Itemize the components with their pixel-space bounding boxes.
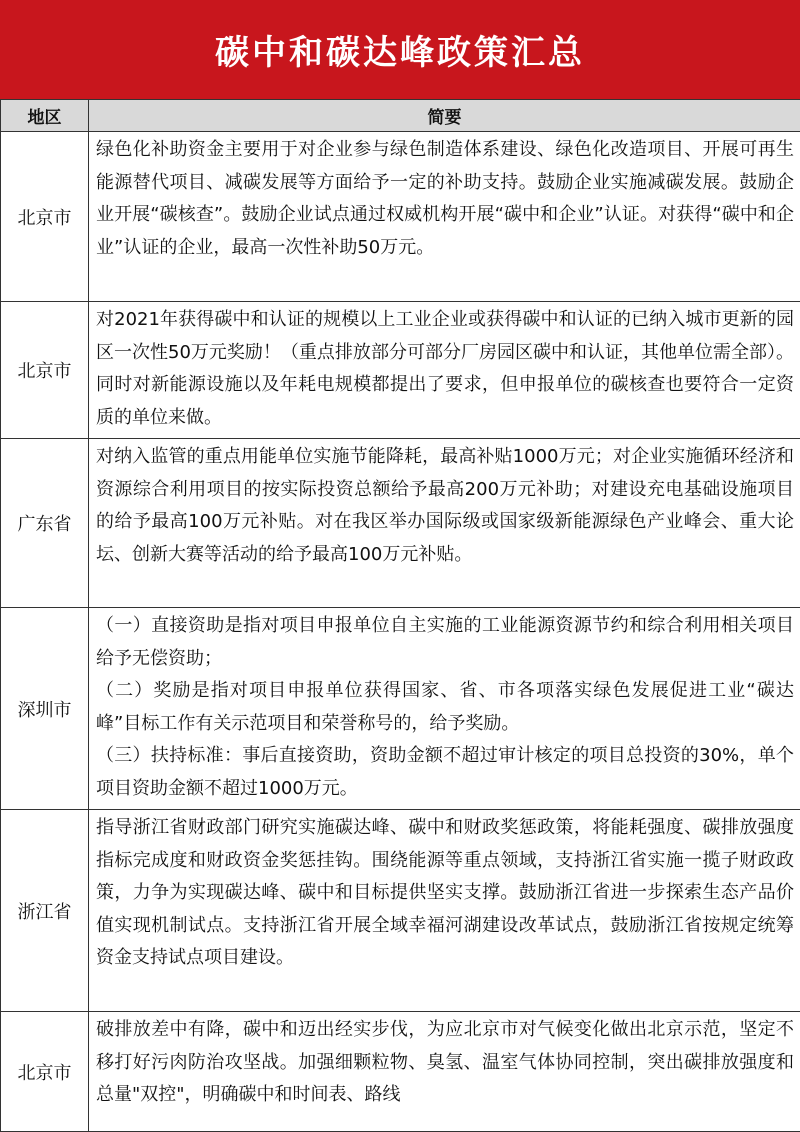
summary-paragraph: 破排放差中有降，碳中和迈出经实步伐，为应北京市对气候变化做出北京示范，坚定不移打好污肉防治攻坚战。加强细颗粒物、臭氢、温室气体协同控制，突出碳排放强度和总量"双控"，明确碳中和时间表、路线 (96, 1014, 794, 1112)
summary-paragraph: （三）扶持标准：事后直接资助，资助金额不超过审计核定的项目总投资的30%，单个项目资助金额不超过1000万元。 (96, 740, 794, 805)
summary-paragraph: 对2021年获得碳中和认证的规模以上工业企业或获得碳中和认证的已纳入城市更新的园区一次性50万元奖励！（重点排放部分可部分厂房园区碳中和认证，其他单位需全部）。同时对新能源设施以及年耗电规模都提出了要求，但申报单位的碳核查也要符合一定资质的单位来做。 (96, 304, 794, 434)
summary-paragraph: （一）直接资助是指对项目申报单位自主实施的工业能源资源节约和综合利用相关项目给予无偿资助； (96, 610, 794, 675)
table-row (1, 608, 800, 810)
region-cell: 浙江省 (1, 810, 89, 1012)
region-cell: 北京市 (1, 302, 89, 439)
table-row (1, 1012, 800, 1132)
summary-cell (89, 439, 800, 608)
summary-cell (89, 302, 800, 439)
page-title: 碳中和碳达峰政策汇总 (0, 0, 800, 99)
summary-paragraph: 指导浙江省财政部门研究实施碳达峰、碳中和财政奖惩政策，将能耗强度、碳排放强度指标完成度和财政资金奖惩挂钩。围绕能源等重点领域，支持浙江省实施一揽子财政政策，力争为实现碳达峰、碳中和目标提供坚实支撑。鼓励浙江省进一步探索生态产品价值实现机制试点。支持浙江省开展全域幸福河湖建设改革试点，鼓励浙江省按规定统筹资金支持试点项目建设。 (96, 812, 794, 975)
region-cell: 广东省 (1, 439, 89, 608)
table-row (1, 810, 800, 1012)
region-cell: 北京市 (1, 1012, 89, 1132)
table-header-row (1, 100, 800, 132)
summary-paragraph: 对纳入监管的重点用能单位实施节能降耗，最高补贴1000万元；对企业实施循环经济和资源综合利用项目的按实际投资总额给予最高200万元补助；对建设充电基础设施项目的给予最高100万元补贴。对在我区举办国际级或国家级新能源绿色产业峰会、重大论坛、创新大赛等活动的给予最高100万元补贴。 (96, 441, 794, 571)
summary-cell (89, 1012, 800, 1132)
summary-cell (89, 608, 800, 810)
header-region: 地区 (1, 100, 89, 132)
region-cell: 北京市 (1, 132, 89, 302)
summary-cell (89, 810, 800, 1012)
region-cell: 深圳市 (1, 608, 89, 810)
table-row (1, 132, 800, 302)
policy-table (0, 99, 800, 1132)
table-row (1, 302, 800, 439)
summary-paragraph: （二）奖励是指对项目申报单位获得国家、省、市各项落实绿色发展促进工业“碳达峰”目标工作有关示范项目和荣誉称号的，给予奖励。 (96, 675, 794, 740)
table-row (1, 439, 800, 608)
summary-paragraph: 绿色化补助资金主要用于对企业参与绿色制造体系建设、绿色化改造项目、开展可再生能源替代项目、减碳发展等方面给予一定的补助支持。鼓励企业实施减碳发展。鼓励企业开展“碳核查”。鼓励企业试点通过权威机构开展“碳中和企业”认证。对获得“碳中和企业”认证的企业，最高一次性补助50万元。 (96, 134, 794, 264)
summary-cell (89, 132, 800, 302)
header-summary: 简要 (89, 100, 800, 132)
